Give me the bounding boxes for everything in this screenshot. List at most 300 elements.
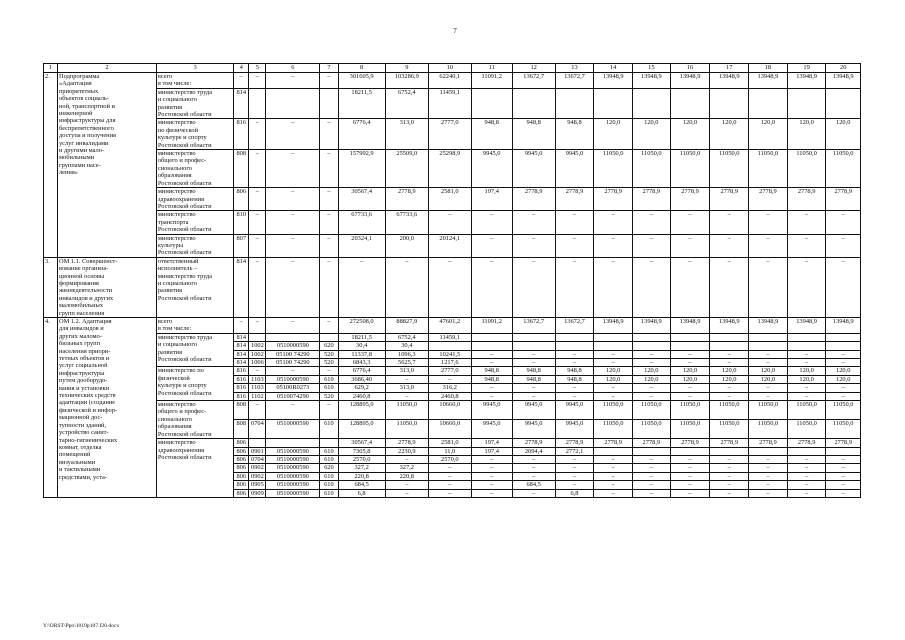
table-cell: 11091,2: [471, 318, 512, 334]
table-cell: –: [633, 234, 671, 257]
column-header: 9: [385, 64, 428, 73]
table-cell: 13948,9: [787, 73, 826, 89]
table-cell: –: [266, 150, 320, 188]
table-cell: 30567,4: [338, 188, 385, 211]
table-cell: 11050,0: [633, 401, 671, 420]
table-cell: –: [633, 211, 671, 234]
table-cell: 2778,9: [594, 188, 633, 211]
table-cell: 120,0: [670, 375, 710, 383]
table-cell: 327,2: [338, 464, 385, 472]
table-row: [44, 333, 861, 341]
table-cell: 2581,0: [428, 439, 471, 447]
table-cell: 948,8: [555, 367, 594, 375]
table-cell: 9945,0: [471, 150, 512, 188]
table-cell: 05100R0273: [266, 384, 320, 392]
table-cell: 2777,0: [428, 119, 471, 150]
table-cell: 0510000590: [266, 375, 320, 383]
table-cell: 11050,0: [749, 420, 788, 439]
table-cell: 13948,9: [594, 318, 633, 334]
table-cell: 610: [320, 472, 338, 480]
table-cell: 9945,0: [512, 150, 555, 188]
table-cell: 6,8: [555, 489, 594, 497]
table-cell: 11050,0: [749, 401, 788, 420]
table-cell: 808: [234, 150, 249, 188]
table-cell: 816: [234, 119, 249, 150]
table-cell: министерство общего и профес- сионального образования Ростовской области: [156, 150, 233, 188]
table-cell: 10660,0: [428, 401, 471, 420]
table-cell: –: [594, 455, 633, 463]
table-cell: –: [826, 359, 861, 367]
table-cell: –: [320, 367, 338, 375]
table-cell: –: [670, 481, 710, 489]
table-cell: –: [471, 489, 512, 497]
table-cell: 3.: [44, 257, 58, 317]
table-cell: [633, 447, 671, 455]
table-cell: 0510000590: [266, 447, 320, 455]
table-cell: 11050,0: [385, 401, 428, 420]
table-cell: –: [670, 384, 710, 392]
table-cell: –: [385, 489, 428, 497]
table-cell: 30,4: [338, 342, 385, 350]
table-cell: –: [266, 211, 320, 234]
table-cell: –: [555, 257, 594, 317]
table-cell: 13672,7: [512, 73, 555, 89]
table-cell: 814: [234, 342, 249, 350]
table-cell: –: [266, 119, 320, 150]
table-cell: 610: [320, 455, 338, 463]
table-cell: –: [320, 211, 338, 234]
table-cell: 13948,9: [749, 73, 788, 89]
column-header: 2: [57, 64, 156, 73]
table-cell: –: [471, 211, 512, 234]
table-cell: 948,8: [512, 367, 555, 375]
table-cell: 816: [234, 392, 249, 400]
table-cell: министерство здравоохранения Ростовской области: [156, 188, 233, 211]
table-cell: 2778,9: [710, 188, 749, 211]
table-cell: –: [266, 234, 320, 257]
table-cell: –: [266, 367, 320, 375]
table-cell: 6,8: [338, 489, 385, 497]
table-cell: [320, 439, 338, 447]
table-cell: –: [266, 257, 320, 317]
table-cell: –: [787, 384, 826, 392]
table-cell: –: [320, 234, 338, 257]
table-cell: 2778,9: [749, 439, 788, 447]
table-cell: 814: [234, 350, 249, 358]
table-cell: –: [787, 481, 826, 489]
table-cell: 120,0: [749, 375, 788, 383]
table-cell: 20324,1: [338, 234, 385, 257]
table-cell: 120,0: [749, 367, 788, 375]
table-cell: 11050,0: [633, 150, 671, 188]
table-cell: [471, 342, 512, 350]
table-cell: [749, 447, 788, 455]
table-cell: –: [555, 211, 594, 234]
table-cell: 610: [320, 420, 338, 439]
table-cell: –: [710, 234, 749, 257]
table-cell: 684,5: [338, 481, 385, 489]
table-cell: –: [471, 455, 512, 463]
table-cell: –: [749, 234, 788, 257]
table-cell: 806: [234, 472, 249, 480]
table-cell: 11050,0: [787, 150, 826, 188]
table-cell: –: [428, 464, 471, 472]
table-cell: Подпрограмма «Адаптация приоритетных объектов социаль- ной, транспортной и инженерной инфраструктуры для беспрепятственного доступа и получения услуг инвалидами и другими мало- мобильными группами насе- ления»: [57, 73, 156, 258]
table-cell: ответственный исполнитель – министерство труда и социального развития Ростовской области: [156, 257, 233, 317]
table-row: [44, 73, 861, 89]
table-cell: 9945,0: [555, 401, 594, 420]
table-cell: 1002: [249, 350, 266, 358]
executor-label: всего в том числе:: [156, 318, 233, 334]
table-cell: 11050,0: [594, 420, 633, 439]
table-cell: 11459,1: [428, 333, 471, 341]
table-cell: 2778,9: [826, 439, 861, 447]
table-row: [44, 119, 861, 150]
table-cell: –: [555, 392, 594, 400]
table-cell: –: [594, 384, 633, 392]
table-cell: 47601,2: [428, 318, 471, 334]
table-cell: –: [633, 257, 671, 317]
table-cell: 120,0: [710, 119, 749, 150]
table-cell: –: [428, 211, 471, 234]
table-cell: 2460,8: [428, 392, 471, 400]
table-cell: 520: [320, 350, 338, 358]
table-cell: 620: [320, 342, 338, 350]
table-cell: –: [787, 211, 826, 234]
table-cell: [594, 333, 633, 341]
table-cell: 0510000590: [266, 420, 320, 439]
table-cell: 120,0: [594, 367, 633, 375]
table-cell: 13948,9: [710, 73, 749, 89]
table-cell: –: [594, 257, 633, 317]
table-cell: 200,0: [385, 234, 428, 257]
table-cell: –: [555, 359, 594, 367]
table-cell: –: [787, 472, 826, 480]
table-cell: 2778,9: [633, 439, 671, 447]
table-cell: –: [249, 234, 266, 257]
table-cell: 520: [320, 392, 338, 400]
table-cell: –: [670, 234, 710, 257]
table-cell: 197,4: [471, 188, 512, 211]
table-cell: [749, 342, 788, 350]
table-cell: –: [710, 384, 749, 392]
executor-label: министерство здравоохранения Ростовской области: [156, 439, 233, 498]
table-cell: 2778,9: [710, 439, 749, 447]
table-cell: –: [633, 455, 671, 463]
table-cell: 301605,9: [338, 73, 385, 89]
table-cell: 11050,0: [710, 420, 749, 439]
table-cell: 0905: [249, 481, 266, 489]
table-cell: –: [512, 464, 555, 472]
table-cell: –: [787, 455, 826, 463]
table-cell: –: [749, 359, 788, 367]
table-cell: 2778,9: [633, 188, 671, 211]
table-cell: [249, 333, 266, 341]
table-cell: всего в том числе:: [156, 73, 233, 89]
table-cell: –: [710, 489, 749, 497]
table-cell: 67733,6: [385, 211, 428, 234]
table-cell: ОМ 1.1. Совершенст- вование организа- ционной основы формирования жизнедеятельности инвалидов и других маломобильных групп населения: [57, 257, 156, 317]
table-cell: 120,0: [787, 367, 826, 375]
table-cell: –: [710, 455, 749, 463]
table-cell: 9945,0: [555, 420, 594, 439]
table-row: [44, 367, 861, 375]
table-row: [44, 88, 861, 119]
table-cell: 814: [234, 333, 249, 341]
table-cell: 11050,0: [826, 150, 861, 188]
table-row: [44, 439, 861, 447]
table-cell: 948,8: [512, 375, 555, 383]
table-cell: 11050,0: [710, 150, 749, 188]
table-cell: 10660,0: [428, 420, 471, 439]
table-cell: [428, 342, 471, 350]
table-cell: –: [471, 472, 512, 480]
table-cell: 11050,0: [633, 420, 671, 439]
table-cell: –: [555, 481, 594, 489]
table-cell: 313,0: [385, 384, 428, 392]
table-cell: –: [594, 234, 633, 257]
table-cell: 610: [320, 481, 338, 489]
table-cell: –: [749, 464, 788, 472]
table-cell: 948,8: [471, 367, 512, 375]
executor-label: министерство общего и профес- сионального образования Ростовской области: [156, 401, 233, 439]
table-cell: –: [249, 367, 266, 375]
table-cell: 2778,9: [594, 439, 633, 447]
table-cell: –: [787, 489, 826, 497]
table-cell: 2778,9: [670, 439, 710, 447]
column-header: 10: [428, 64, 471, 73]
table-cell: 0901: [249, 447, 266, 455]
table-cell: 11050,0: [826, 420, 861, 439]
table-cell: 816: [234, 384, 249, 392]
table-cell: 20124,1: [428, 234, 471, 257]
table-cell: –: [320, 257, 338, 317]
table-cell: –: [266, 401, 320, 420]
table-cell: 6752,4: [385, 88, 428, 119]
table-cell: 62240,1: [428, 73, 471, 89]
table-cell: –: [826, 384, 861, 392]
table-cell: –: [234, 318, 249, 334]
table-cell: 9945,0: [555, 150, 594, 188]
table-cell: –: [471, 257, 512, 317]
table-cell: –: [633, 481, 671, 489]
table-cell: [749, 333, 788, 341]
table-cell: –: [428, 375, 471, 383]
table-cell: –: [826, 464, 861, 472]
table-cell: [266, 88, 320, 119]
table-cell: 13948,9: [594, 73, 633, 89]
table-cell: –: [710, 464, 749, 472]
column-header: 17: [710, 64, 749, 73]
table-cell: [670, 88, 710, 119]
table-cell: 18211,5: [338, 88, 385, 119]
table-cell: 3686,40: [338, 375, 385, 383]
table-cell: 120,0: [670, 367, 710, 375]
table-cell: –: [385, 257, 428, 317]
table-cell: [320, 333, 338, 341]
executor-label: министерство по физической культуре и спорту Ростовской области: [156, 367, 233, 401]
table-row: [44, 401, 861, 420]
table-cell: 2778,9: [670, 188, 710, 211]
table-cell: 25298,9: [428, 150, 471, 188]
table-cell: 2.: [44, 73, 58, 258]
table-cell: [633, 88, 671, 119]
table-cell: 13948,9: [826, 73, 861, 89]
table-cell: 30,4: [385, 342, 428, 350]
table-cell: 11091,2: [471, 73, 512, 89]
column-header: 5: [249, 64, 266, 73]
table-cell: –: [710, 211, 749, 234]
table-cell: –: [249, 257, 266, 317]
table-cell: 2778,9: [787, 439, 826, 447]
table-cell: [555, 88, 594, 119]
table-cell: –: [385, 375, 428, 383]
table-cell: –: [512, 384, 555, 392]
table-cell: –: [512, 489, 555, 497]
table-cell: 610: [320, 447, 338, 455]
column-header: 8: [338, 64, 385, 73]
table-cell: 120,0: [787, 375, 826, 383]
table-cell: [512, 88, 555, 119]
table-cell: [633, 333, 671, 341]
table-cell: 0909: [249, 489, 266, 497]
table-cell: –: [555, 464, 594, 472]
table-cell: –: [749, 472, 788, 480]
table-cell: 0510000590: [266, 489, 320, 497]
table-cell: [787, 88, 826, 119]
table-cell: 18211,5: [338, 333, 385, 341]
table-cell: [594, 447, 633, 455]
table-cell: 197,4: [471, 439, 512, 447]
table-cell: 11050,0: [594, 401, 633, 420]
table-cell: 11,0: [428, 447, 471, 455]
table-cell: 11050,0: [749, 150, 788, 188]
table-cell: 610: [320, 489, 338, 497]
table-cell: –: [512, 234, 555, 257]
table-cell: 620: [320, 464, 338, 472]
table-cell: –: [594, 464, 633, 472]
table-cell: [670, 342, 710, 350]
column-header: 3: [156, 64, 233, 73]
table-cell: 806: [234, 439, 249, 447]
table-cell: [512, 342, 555, 350]
table-cell: 806: [234, 447, 249, 455]
table-cell: –: [633, 489, 671, 497]
table-cell: 2778,9: [512, 188, 555, 211]
table-cell: 11337,8: [338, 350, 385, 358]
table-cell: –: [594, 359, 633, 367]
table-cell: 05100 74290: [266, 350, 320, 358]
table-cell: –: [428, 472, 471, 480]
table-cell: –: [749, 489, 788, 497]
table-cell: [320, 88, 338, 119]
table-cell: –: [787, 350, 826, 358]
table-cell: министерство культуры Ростовской области: [156, 234, 233, 257]
budget-table: [43, 63, 861, 498]
table-cell: –: [555, 472, 594, 480]
table-cell: 0510000590: [266, 342, 320, 350]
table-cell: 9945,0: [512, 420, 555, 439]
table-cell: 6776,4: [338, 367, 385, 375]
table-cell: –: [249, 318, 266, 334]
table-cell: 120,0: [670, 119, 710, 150]
table-cell: 806: [234, 188, 249, 211]
table-cell: –: [249, 211, 266, 234]
table-cell: –: [670, 455, 710, 463]
table-cell: [670, 333, 710, 341]
table-cell: 103286,9: [385, 73, 428, 89]
table-cell: –: [594, 481, 633, 489]
table-cell: 0510000590: [266, 455, 320, 463]
table-cell: –: [471, 481, 512, 489]
table-cell: [826, 447, 861, 455]
table-cell: 128895,0: [338, 420, 385, 439]
table-cell: –: [555, 234, 594, 257]
table-cell: 197,4: [471, 447, 512, 455]
table-cell: –: [670, 359, 710, 367]
table-cell: –: [749, 350, 788, 358]
table-cell: –: [826, 211, 861, 234]
table-cell: 11050,0: [670, 150, 710, 188]
table-cell: –: [670, 350, 710, 358]
table-cell: 806: [234, 464, 249, 472]
table-cell: –: [787, 464, 826, 472]
table-cell: 13672,7: [555, 73, 594, 89]
table-cell: –: [710, 350, 749, 358]
table-cell: –: [471, 234, 512, 257]
table-cell: 810: [234, 211, 249, 234]
table-cell: –: [826, 455, 861, 463]
column-header: 1: [44, 64, 58, 73]
table-cell: 2778,9: [385, 188, 428, 211]
column-header: 18: [749, 64, 788, 73]
table-cell: –: [710, 472, 749, 480]
table-row: [44, 150, 861, 188]
table-cell: 948,8: [555, 119, 594, 150]
table-cell: –: [826, 392, 861, 400]
table-cell: –: [555, 384, 594, 392]
table-cell: 0902: [249, 464, 266, 472]
table-cell: [710, 88, 749, 119]
table-cell: [633, 342, 671, 350]
table-cell: –: [385, 481, 428, 489]
table-cell: –: [670, 211, 710, 234]
column-header: 20: [826, 64, 861, 73]
table-cell: –: [512, 350, 555, 358]
table-cell: –: [249, 119, 266, 150]
table-cell: 2778,9: [555, 188, 594, 211]
table-cell: –: [320, 73, 338, 89]
table-cell: 11050,0: [787, 420, 826, 439]
table-cell: –: [249, 401, 266, 420]
table-cell: 1002: [249, 342, 266, 350]
table-cell: –: [428, 489, 471, 497]
table-cell: –: [749, 211, 788, 234]
table-cell: –: [266, 73, 320, 89]
table-cell: 610: [320, 384, 338, 392]
table-cell: –: [266, 188, 320, 211]
table-cell: [555, 333, 594, 341]
table-cell: 2778,9: [512, 439, 555, 447]
table-cell: 120,0: [710, 367, 749, 375]
table-cell: [471, 88, 512, 119]
table-cell: 814: [234, 88, 249, 119]
table-cell: –: [428, 257, 471, 317]
table-cell: [826, 88, 861, 119]
table-cell: 948,8: [512, 119, 555, 150]
table-cell: –: [320, 188, 338, 211]
table-cell: [249, 88, 266, 119]
